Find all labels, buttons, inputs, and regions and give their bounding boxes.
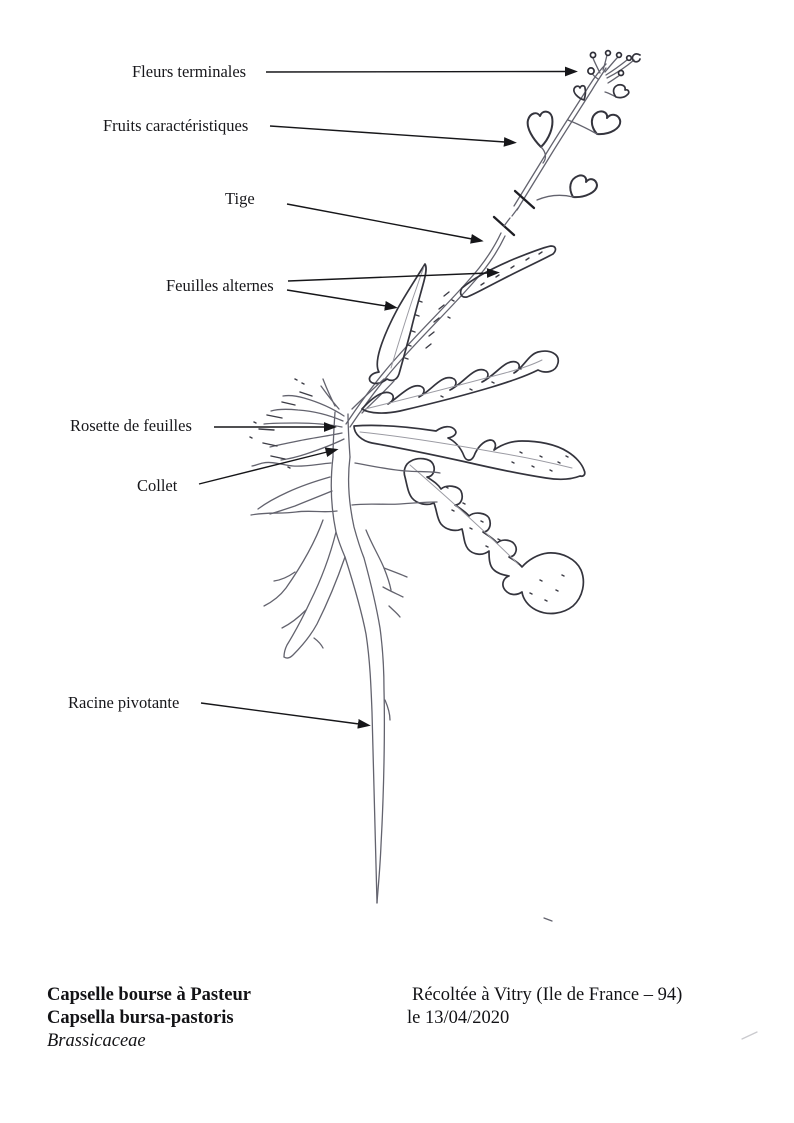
label-feuilles-alternes: Feuilles alternes: [166, 276, 274, 295]
collection-location: Récoltée à Vitry (Ile de France – 94): [412, 985, 683, 1005]
arrow-feuilles-alternes-haut: [288, 273, 488, 281]
fruit-hearts: [528, 111, 621, 200]
leader-arrows: [199, 72, 566, 725]
label-rosette-de-feuilles: Rosette de feuilles: [70, 416, 192, 435]
root-system: [251, 412, 440, 903]
arrow-fleurs-terminales: [266, 72, 566, 73]
flower-cluster: [574, 51, 640, 100]
collection-info: [407, 984, 682, 1030]
label-tige: Tige: [225, 189, 255, 208]
plant-sketch: [250, 51, 757, 1039]
arrow-racine-pivotante: [201, 703, 359, 724]
species-caption: [47, 984, 251, 1053]
label-collet: Collet: [137, 476, 178, 495]
label-fruits-caracteristiques: Fruits caractéristiques: [103, 116, 249, 135]
species-common-name: Capselle bourse à Pasteur: [47, 985, 251, 1005]
label-racine-pivotante: Racine pivotante: [68, 693, 180, 712]
arrow-fruits-caracteristiques: [270, 126, 505, 142]
arrow-tige: [287, 204, 472, 239]
stem: [346, 64, 606, 427]
arrow-collet: [199, 452, 327, 484]
part-labels: [68, 62, 274, 712]
arrow-feuilles-alternes-bas: [287, 290, 386, 306]
label-fleurs-terminales: Fleurs terminales: [132, 62, 247, 81]
stem-break-marks: [494, 191, 534, 235]
rosette-leaves: [250, 351, 585, 613]
species-latin-name: Capsella bursa-pastoris: [47, 1008, 234, 1028]
species-family: Brassicaceae: [47, 1031, 146, 1051]
taproot: [331, 457, 384, 903]
collection-date: le 13/04/2020: [407, 1008, 510, 1028]
